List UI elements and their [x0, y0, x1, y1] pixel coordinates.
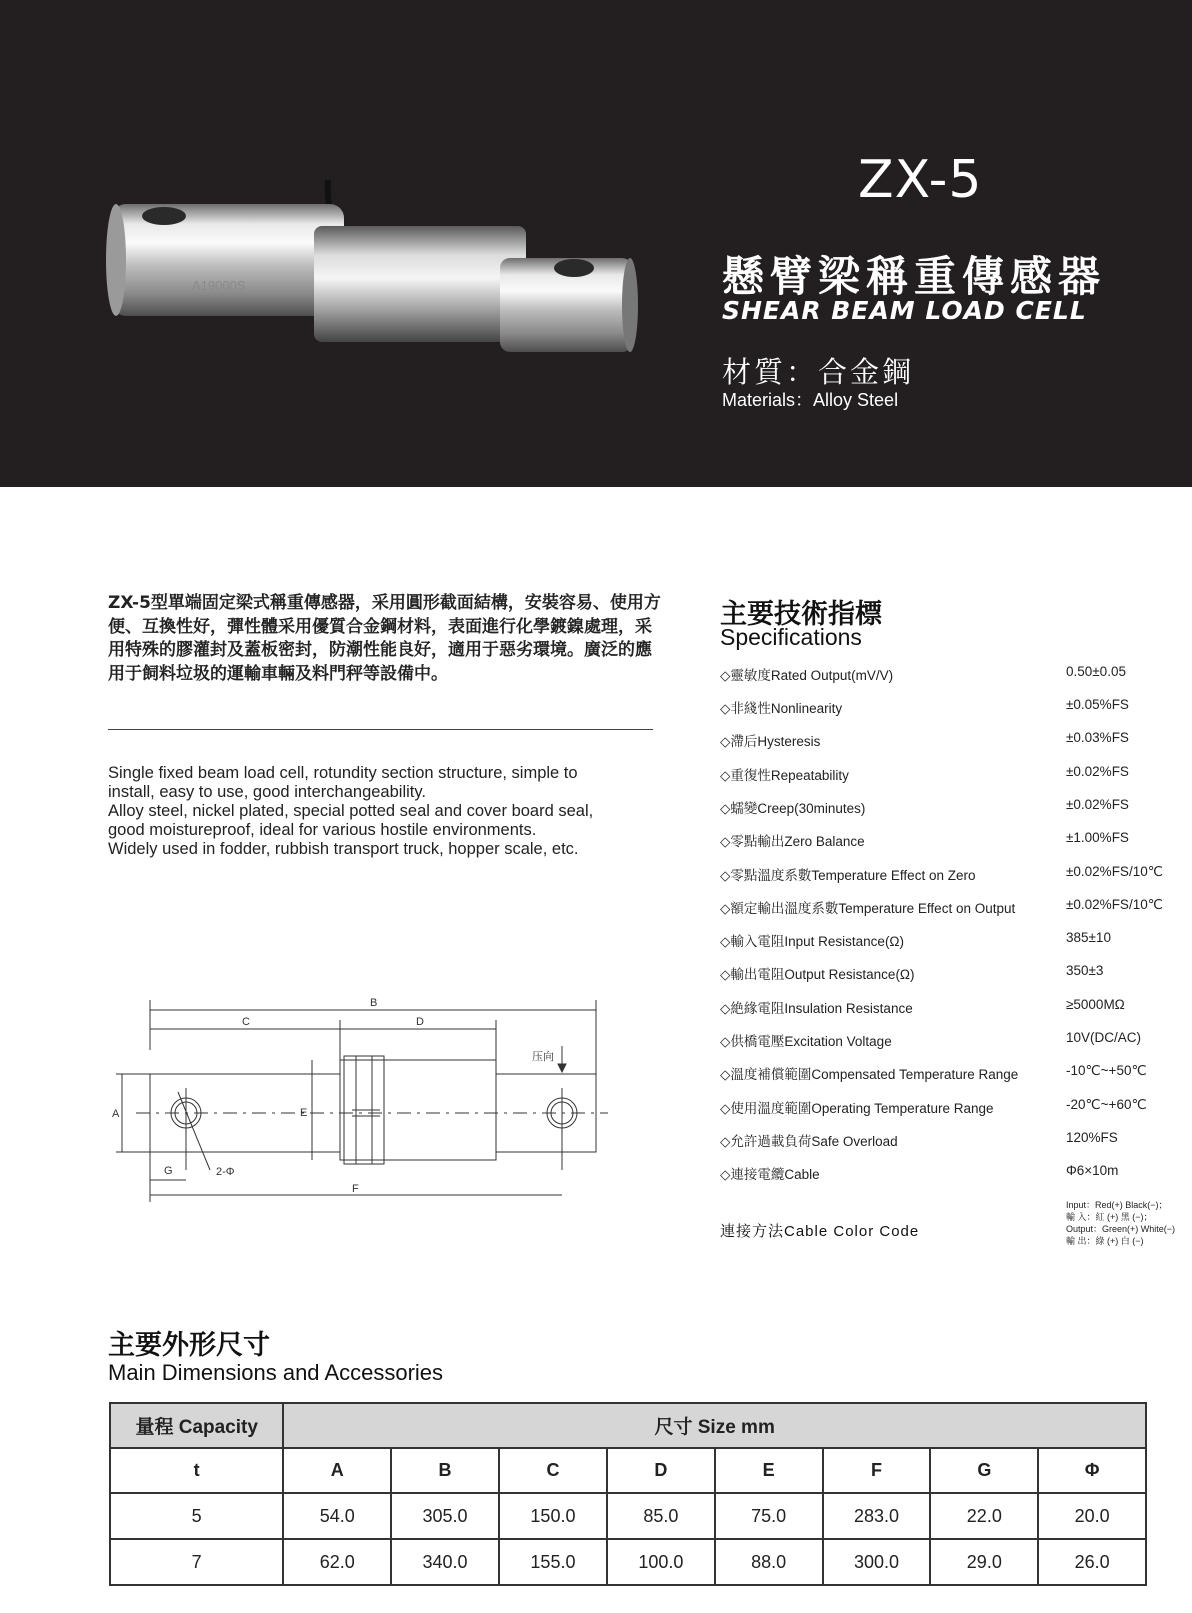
- label-b: B: [370, 997, 378, 1009]
- spec-label: ◇重復性Repeatability: [720, 768, 849, 783]
- table-cell: 305.0: [391, 1493, 499, 1539]
- description-en-line: good moistureproof, ideal for various hostile environments.: [108, 821, 537, 839]
- hero-banner: [0, 0, 1192, 487]
- spec-value: 0.50±0.05: [1066, 664, 1126, 679]
- spec-label: ◇輸入電阻Input Resistance(Ω): [720, 934, 905, 949]
- dimension-drawing: [108, 990, 608, 1205]
- spec-value: Φ6×10m: [1066, 1163, 1119, 1178]
- column-header: E: [715, 1448, 823, 1493]
- label-e: E: [300, 1107, 308, 1119]
- table-column-row: [110, 1448, 1146, 1493]
- dimensions-title-en: Main Dimensions and Accessories: [108, 1360, 444, 1385]
- table-header-row: [110, 1403, 1146, 1448]
- table-cell: 20.0: [1038, 1493, 1146, 1539]
- label-d: D: [416, 1016, 424, 1028]
- spec-value: 385±10: [1066, 930, 1111, 945]
- description-en-line: install, easy to use, good interchangeability.: [108, 783, 426, 801]
- spec-label: ◇額定輸出溫度系數Temperature Effect on Output: [720, 901, 1016, 916]
- product-title-cn: 懸臂梁稱重傳感器: [722, 252, 1107, 301]
- label-a: A: [112, 1108, 120, 1120]
- specs-title-cn: 主要技術指標: [720, 599, 882, 630]
- spec-value: -20℃~+60℃: [1066, 1097, 1147, 1112]
- material-cn: 材質：合金鋼: [722, 355, 915, 389]
- specs-title-en: Specifications: [720, 624, 862, 650]
- spec-label: ◇零點輸出Zero Balance: [720, 834, 865, 849]
- spec-value: 350±3: [1066, 963, 1104, 978]
- table-cell: 29.0: [930, 1539, 1038, 1585]
- description-en: [108, 764, 668, 859]
- table-cell: 26.0: [1038, 1539, 1146, 1585]
- dimensions-table: [109, 1402, 1147, 1586]
- model-number: ZX-5: [858, 150, 983, 210]
- label-g: G: [164, 1165, 173, 1177]
- column-header: t: [110, 1448, 283, 1493]
- label-f: F: [352, 1183, 359, 1195]
- capacity-header: 量程 Capacity: [110, 1403, 283, 1448]
- spec-value: ±0.02%FS: [1066, 797, 1129, 812]
- table-cell: 283.0: [823, 1493, 931, 1539]
- table-cell: 340.0: [391, 1539, 499, 1585]
- table-row: [110, 1539, 1146, 1585]
- spec-value: ±0.03%FS: [1066, 730, 1129, 745]
- table-cell: 7: [110, 1539, 283, 1585]
- column-header: D: [607, 1448, 715, 1493]
- column-header: Φ: [1038, 1448, 1146, 1493]
- size-header: 尺寸 Size mm: [283, 1403, 1146, 1448]
- table-cell: 300.0: [823, 1539, 931, 1585]
- spec-value: 10V(DC/AC): [1066, 1030, 1142, 1045]
- spec-label: ◇蠕變Creep(30minutes): [720, 801, 866, 816]
- table-cell: 100.0: [607, 1539, 715, 1585]
- cable-code-line: 輸 出：綠 (+) 白 (−): [1066, 1236, 1144, 1246]
- product-title-en: SHEAR BEAM LOAD CELL: [722, 296, 1087, 325]
- table-cell: 88.0: [715, 1539, 823, 1585]
- table-cell: 5: [110, 1493, 283, 1539]
- spec-value: 120%FS: [1066, 1130, 1118, 1145]
- table-cell: 155.0: [499, 1539, 607, 1585]
- description-en-line: Single fixed beam load cell, rotundity section structure, simple to: [108, 764, 578, 782]
- cable-code-value: [1066, 1199, 1175, 1247]
- spec-label: ◇允許過載負荷Safe Overload: [720, 1134, 898, 1149]
- column-header: F: [823, 1448, 931, 1493]
- spec-label: ◇滯后Hysteresis: [720, 734, 821, 749]
- cable-code-line: Output：Green(+) White(−): [1066, 1224, 1176, 1234]
- column-header: B: [391, 1448, 499, 1493]
- spec-label: ◇絶緣電阻Insulation Resistance: [720, 1001, 913, 1016]
- label-hole: 2-Φ: [216, 1166, 235, 1178]
- table-cell: 75.0: [715, 1493, 823, 1539]
- column-header: A: [283, 1448, 391, 1493]
- spec-value: ±1.00%FS: [1066, 830, 1129, 845]
- description-en-line: Widely used in fodder, rubbish transport truck, hopper scale, etc.: [108, 840, 579, 858]
- description-en-line: Alloy steel, nickel plated, special potted seal and cover board seal,: [108, 802, 594, 820]
- material-en: Materials：Alloy Steel: [722, 390, 899, 410]
- load-cell-product-image: [100, 180, 670, 380]
- table-cell: 62.0: [283, 1539, 391, 1585]
- cable-code-label: 連接方法Cable Color Code: [720, 1223, 920, 1240]
- engraving-text: A19000S: [192, 278, 246, 293]
- spec-label: ◇輸出電阻Output Resistance(Ω): [720, 967, 915, 982]
- cable-code-line: 輸 入：紅 (+) 黑 (−)；: [1066, 1212, 1153, 1222]
- table-cell: 85.0: [607, 1493, 715, 1539]
- dimensions-title-cn: 主要外形尺寸: [108, 1330, 270, 1361]
- description-cn: ZX-5型單端固定梁式稱重傳感器，采用圓形截面結構，安裝容易、使用方便、互換性好，彈性體采用優質合金鋼材料，表面進行化學鍍鎳處理，采用特殊的膠灌封及蓋板密封，防潮性能良好，適用于惡劣環境。廣泛的應用于飼料垃圾的運輸車輛及料門秤等設備中。: [108, 593, 661, 684]
- spec-value: ±0.02%FS/10℃: [1066, 897, 1163, 912]
- divider: [108, 729, 653, 730]
- table-row: [110, 1493, 1146, 1539]
- cable-code-line: Input：Red(+) Black(−)；: [1066, 1200, 1168, 1210]
- spec-value: -10℃~+50℃: [1066, 1063, 1147, 1078]
- spec-value: ±0.05%FS: [1066, 697, 1129, 712]
- column-header: G: [930, 1448, 1038, 1493]
- spec-label: ◇連接電纜Cable: [720, 1167, 820, 1182]
- table-cell: 22.0: [930, 1493, 1038, 1539]
- spec-label: ◇供橋電壓Excitation Voltage: [720, 1034, 892, 1049]
- spec-value: ±0.02%FS/10℃: [1066, 864, 1163, 879]
- spec-label: ◇零點溫度系數Temperature Effect on Zero: [720, 868, 976, 883]
- spec-value: ±0.02%FS: [1066, 764, 1129, 779]
- spec-value: ≥5000MΩ: [1066, 997, 1125, 1012]
- table-cell: 150.0: [499, 1493, 607, 1539]
- spec-label: ◇靈敏度Rated Output(mV/V): [720, 668, 894, 683]
- spec-label: ◇溫度補償範圍Compensated Temperature Range: [720, 1067, 1019, 1082]
- spec-label: ◇非綫性Nonlinearity: [720, 701, 843, 716]
- spec-label: ◇使用溫度範圍Operating Temperature Range: [720, 1101, 994, 1116]
- table-cell: 54.0: [283, 1493, 391, 1539]
- column-header: C: [499, 1448, 607, 1493]
- load-direction-label: 压向: [532, 1051, 554, 1063]
- label-c: C: [242, 1016, 250, 1028]
